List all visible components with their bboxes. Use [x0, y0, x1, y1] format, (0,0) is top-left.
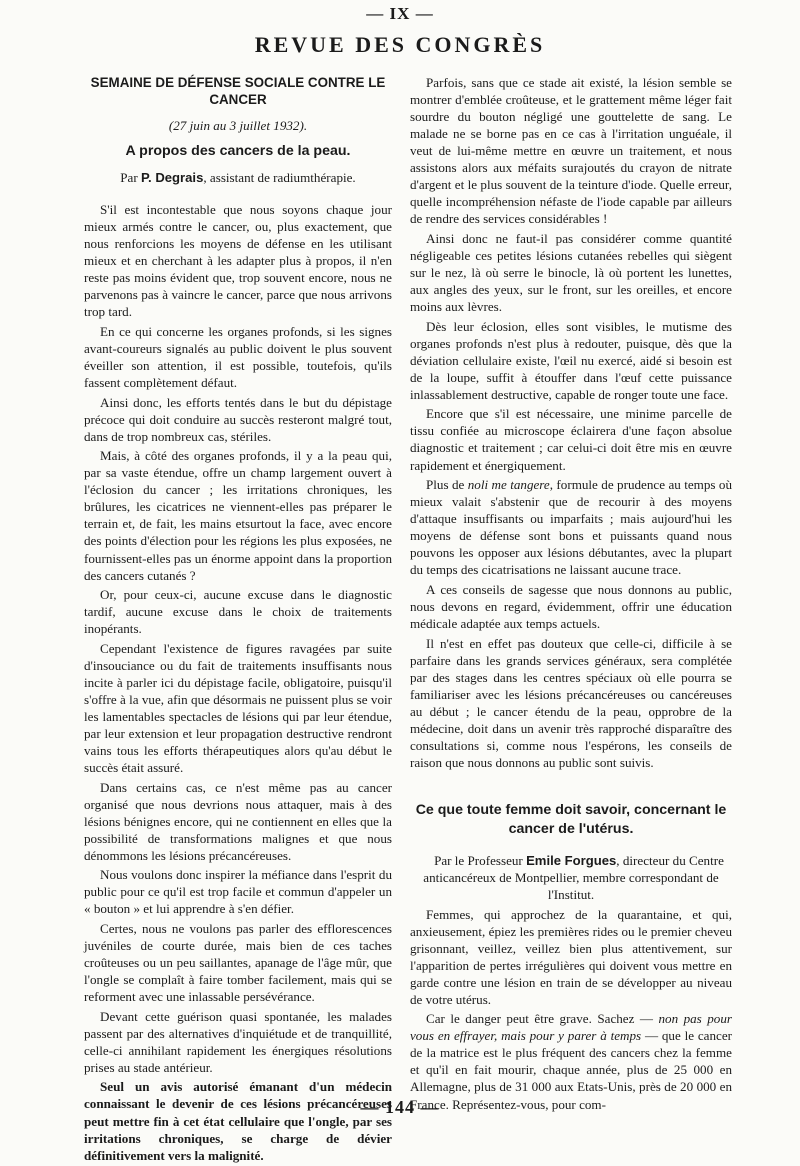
byline — [84, 169, 392, 186]
byline2-suffix: , directeur du Centre anticancéreux de Montpellier, membre correspondant de l'Institut. — [423, 852, 724, 902]
left-column — [84, 74, 392, 1166]
byline-author: P. Degrais — [141, 170, 204, 186]
last-italic: non pas pour vous en effrayer, mais pour y parer à temps — [410, 1011, 732, 1044]
paragraph: Dès leur éclosion, elles sont visibles, le mutisme des organes profonds n'est plus à redouter, puisque, dès que la déviation cellulaire existe, l'œil nu exercé, aidé si besoin est de la loupe, suffit à étouffer dans l'œuf cette puissance inlassablement destructive, capable de ronger toute une face. — [410, 318, 732, 402]
paragraph: S'il est incontestable que nous soyons chaque jour mieux armés contre le cancer, ou, plus exactement, que nous renforcions les moyens de défense en les utilisant mieux et en cherchant à les adapter plus à propos, il n'en reste pas moins évident que, trop souvent encore, nous ne parvenons pas à vaincre le cancer, parce que nous arrivons trop tard. — [84, 202, 392, 320]
paragraph: Devant cette guérison quasi spontanée, les malades passent par des alternatives d'inquiétude et de tranquillité, celle-ci annihilant rapidement les énergiques résolutions prises au stade antérieur. — [84, 1008, 392, 1075]
congress-dates: (27 juin au 3 juillet 1932). — [168, 118, 308, 133]
paragraph: Mais, à côté des organes profonds, il y a la peau qui, par sa vaste étendue, offre un champ largement ouvert à l'éclosion du cancer ; les irritations chroniques, les brûlures, les cicatrices ne viennent-elles pas préparer le terrain et, de fait, les mains etsurtout la face, avec encore des points d'élection pour les régions les plus exposées, ne fournissent-elles pas un énorme appoint dans la proportion des cancers cutanés ? — [84, 448, 392, 583]
paragraph: Certes, nous ne voulons pas parler des efflorescences juvéniles de courte durée, mais bien de ces taches croûteuses ou un peu saillantes, apanage de l'âge mûr, que l'ongle se complaît à faire tomber facilement, mais qui se reforment avec une inlassable persévérance. — [84, 921, 392, 1005]
section-title: REVUE DES CONGRÈS — [254, 32, 546, 57]
page-number: — 144 — — [360, 1097, 440, 1117]
paragraph: Parfois, sans que ce stade ait existé, la lésion semble se montrer d'emblée croûteuse, et le grattement même léger fait sourdre du bouton négligé une gouttelette de sang. Le malade ne se borne pas en ce cas à l'irritation unguéale, il veut de lui-même mettre en œuvre un traitement, et nous assistons alors aux méfaits surajoutés du crayon de nitrate d'argent et le plus souvent de la teinture d'iode. Quelle erreur, quelle incompréhension néfaste de l'iode capable par ailleurs de rendre des services considérables ! — [410, 75, 732, 227]
byline-prefix: Par — [120, 170, 141, 186]
article-title: A propos des cancers de la peau. — [125, 143, 351, 160]
paragraph: Seul un avis autorisé émanant d'un médecin connaissant le devenir de ces lésions précancéreuses peut mettre fin à cet état cellulaire que l'ongle, par ses irritations chroniques, se charge de dévier définitivement vers la malignité. — [84, 1079, 392, 1163]
last-rest: — que le cancer de la matrice est le plus fréquent des cancers chez la femme et qu'il en fait mourir, chaque année, plus de 25 000 en Allemagne, plus de 31 000 aux Etats-Unis, près de 20 000 en France. Représentez-vous, pour com- — [410, 1028, 732, 1112]
paragraph: Ainsi donc, les efforts tentés dans le but du dépistage précoce qui doit conduire au succès resteront malgré tout, dans de trop nombreux cas, stériles. — [84, 394, 392, 444]
paragraph: En ce qui concerne les organes profonds, si les signes avant-coureurs signalés au public doivent le plus souvent éveiller son attention, il est possible, toutefois, qu'ils fassent complètement défaut. — [84, 323, 392, 391]
right-column — [410, 74, 732, 1115]
paragraph: Cependant l'existence de figures ravagées par suite d'insouciance ou du fait de traitements insuffisants nous incite à parler ici du dépistage facile, obligatoire, puisqu'il s'offre à la vue, afin que désormais ne puissent plus se voir les lamentables spectacles de lésions qui par leur étendue, par leur extension et leur propagation destructive rendront vains tous les efforts thérapeutiques alors qu'au début le succès était assuré. — [84, 640, 392, 776]
byline2-author: Emile Forgues — [526, 852, 617, 868]
paragraph: Femmes, qui approchez de la quarantaine, et qui, anxieusement, épiez les premières rides ou le premier cheveu grisonnant, veillez, veillez bien plus attentivement, sur l'apparition de pertes irrégulières qui doivent vous mettre en garde contre une lésion en train de se développer au niveau de votre utérus. — [410, 906, 732, 1007]
byline2-prefix: Par le Professeur — [434, 852, 527, 868]
noli-phrase: noli me tangere — [467, 477, 550, 493]
paragraph: Il n'est en effet pas douteux que celle-ci, difficile à se parfaire dans les grands services généraux, sera complétée par des stages dans les centres spéciaux où elle pourra se familiariser avec les lésions précancéreuses ou cancéreuses au début ; le cancer étendu de la peau, opprobre de la médecine, doit dans un avenir très rapproché disparaître des consultations si, comme nous l'espérons, les conseils de raison que nous donnons au public sont suivis. — [410, 635, 732, 770]
paragraph: A ces conseils de sagesse que nous donnons au public, nous devons en regard, évidemment, offrir une éducation médicale adaptée aux temps actuels. — [410, 581, 732, 631]
paragraph: Or, pour ceux-ci, aucune excuse dans le diagnostic tardif, aucune excuse dans le choix de traitements inopérants. — [84, 587, 392, 637]
semaine-title: SEMAINE DE DÉFENSE SOCIALE CONTRE LE CANCER — [90, 75, 386, 107]
paragraph: Dans certains cas, ce n'est même pas au cancer organisé que nous devrions nous attaquer, mais à des lésions bénignes encore, qui ne contiennent en elles que la possibilité de transformations malignes et que nous dénommons les lésions précancéreuses. — [84, 779, 392, 863]
paragraph: Ainsi donc ne faut-il pas considérer comme quantité négligeable ces petites lésions cutanées rebelles qui siègent sur le nez, là où serre le binocle, là où portent les lunettes, aux angles des yeux, sur le front, sur les oreilles, et encore moins aux lèvres. — [410, 230, 732, 315]
byline-suffix: , assistant de radiumthérapie. — [203, 170, 356, 186]
byline2 — [410, 852, 732, 903]
paragraph: Encore que s'il est nécessaire, une minime parcelle de tissu confiée au microscope éclairera d'une façon absolue diagnostic et traitement ; car celui-ci doit être mis en œuvre rapidement et énergiquement. — [410, 406, 732, 473]
noli-prefix: Plus de — [426, 477, 468, 493]
last-prefix: Car le danger peut être grave. Sachez — — [426, 1011, 659, 1027]
noli-rest: , formule de prudence au temps où mieux valait s'abstenir que de recourir à des moyens d'attaque insuffisants ou imparfaits ; mais aujourd'hui les moyens de défense sont bons et puissants quand nous pouvons les opposer aux lésions débutantes, avec la plupart du temps des cicatrisations ne laissant aucune trace. — [410, 477, 733, 578]
paragraph: Nous voulons donc inspirer la méfiance dans l'esprit du public pour ce qu'il est trop facile et commun d'appeler un « bouton » et lui apprendre à s'en défier. — [84, 867, 392, 917]
noli-paragraph — [410, 476, 732, 578]
article2-title: Ce que toute femme doit savoir, concernant le cancer de l'utérus. — [415, 801, 727, 837]
folio-roman: — IX — — [366, 4, 434, 23]
